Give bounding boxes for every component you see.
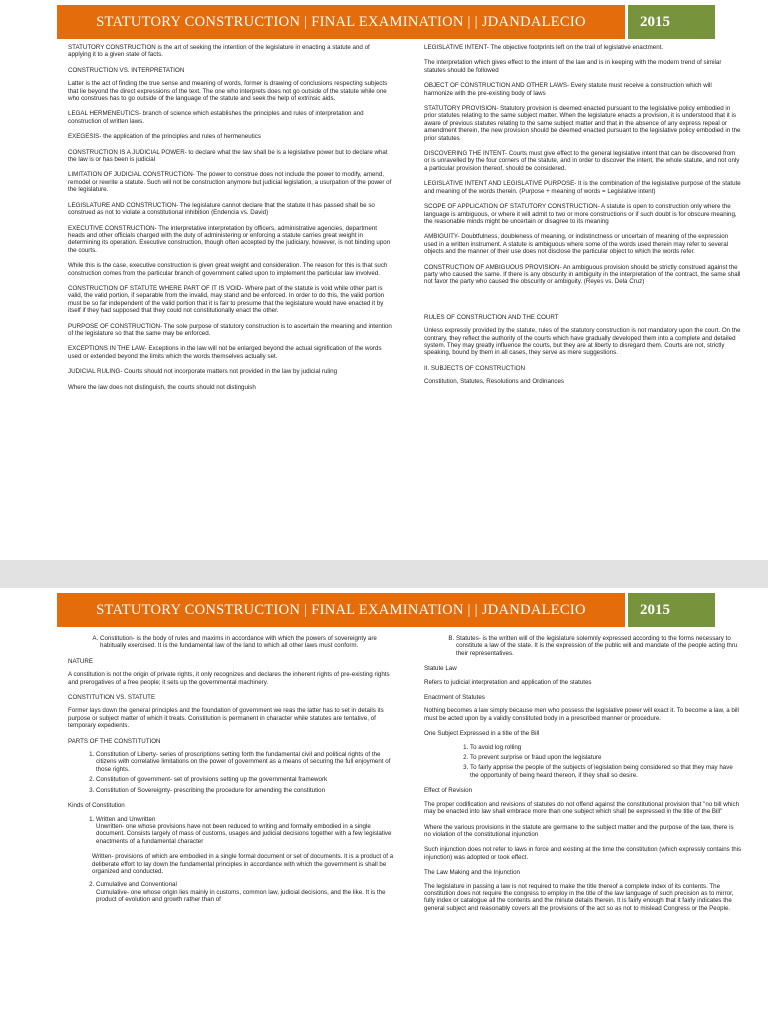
paragraph: EXECUTIVE CONSTRUCTION- The interpretative interpretation by officers, administrative agencies, department heads and other officials charged with the duty of administering or enforcing a statute carries great weight in determining its operation. Executive construction, though often accepted by the judiciary, however, is not binding upon the courts. — [68, 224, 391, 254]
section-heading: Statute Law — [424, 665, 457, 673]
list-item: B. Statutes- is the written will of the legislature solemnly expressed according to the forms necessary to constitute a law of the state. It is the expression of the public will and mandate of the people acting thru their representatives. — [456, 635, 742, 657]
paragraph: LIMITATION OF JUDICIAL CONSTRUCTION- The power to construe does not include the power to modify, amend, remodel or rewrite a statute. Such will not be construction anymore but judicial legislation, a usurpation of the power of the legislature. — [68, 171, 392, 194]
paragraph: SCOPE OF APPLICATION OF STATUTORY CONSTRUCTION- A statute is open to construction only where the language is ambiguous, or where it will admit to two or more constructions or if such doubt is for obscure meaning, the reasonable minds might be uncertain or disagree to its meaning — [424, 203, 737, 225]
section-heading: Enactment of Statutes — [424, 694, 485, 702]
paragraph: CONSTRUCTION IS A JUDICIAL POWER- to declare what the law shall be is a legislative power but to declare what the law is or has been is judicial — [68, 148, 388, 164]
section-heading: II. SUBJECTS OF CONSTRUCTION — [424, 364, 526, 372]
list-item-text: Cumulative- one whose origin lies mainly in customs, common law, judicial decisions, and the like. It is the product of evolution and growth rather than of — [96, 888, 386, 904]
subjects-list-continued — [424, 635, 742, 657]
section-heading: PARTS OF THE CONSTITUTION — [68, 737, 161, 745]
list-item: 2. Constitution of government- set of provisions setting up the governmental framework — [96, 776, 394, 783]
paragraph: Where the law does not distinguish, the courts should not distinguish — [68, 383, 256, 391]
paragraph: LEGISLATIVE INTENT- The objective footprints left on the trail of legislative enactment. — [424, 44, 664, 51]
paragraph: LEGISLATIVE INTENT AND LEGISLATIVE PURPOSE- It is the combination of the legislative purpose of the statute and meaning of the words therein. (Purpose + meaning of words = Legislative intent) — [424, 180, 741, 195]
paragraph: LEGISLATURE AND CONSTRUCTION- The legislature cannot declare that the statute it has passed shall be so construed as not to violate a constitutional inhibition (Endencia vs. David) — [68, 201, 375, 217]
left-column — [68, 44, 394, 399]
page-header — [57, 593, 715, 627]
left-column — [68, 635, 394, 912]
purpose-list — [424, 744, 742, 780]
header-title: STATUTORY CONSTRUCTION | FINAL EXAMINATION | | JDANDALECIO — [57, 5, 625, 39]
paragraph: Latter is the act of finding the true sense and meaning of words, former is drawing of conclusions respecting subjects that lie beyond the direct expressions of the text. The one who interprets does not go outside of the statute while one who construes has to go outside of the language of the statute and seek the help of extrinsic aids. — [68, 80, 388, 103]
paragraph: Former lays down the general principles and the foundation of government we reas the latter has to set in details its purpose or subject matter of which it treats. Constitution is permanent in character while statutes are tentative, of temporary expedients. — [68, 707, 384, 730]
list-item — [96, 881, 394, 903]
page-separator — [0, 560, 768, 588]
paragraph: Unless expressly provided by the statute, rules of the statutory construction is not mandatory upon the court. On the contrary, they reflect the authority of the courts which have gradually developed them into a complete and detailed system. They may greatly influence the courts, but they are at liberty to disregard them. Courts are not, strictly speaking, bound by them in all cases, they serve as mere suggestions. — [424, 327, 741, 357]
header-year: 2015 — [628, 593, 715, 627]
paragraph: Refers to judicial interpretation and application of the statutes — [424, 678, 592, 686]
list-item: 3. Constitution of Sovereignty- prescribing the procedure for amending the constitution — [96, 787, 394, 794]
paragraph: Written- provisions of which are embodied in a single formal document or set of documents. It is a product of a deliberate effort to lay down the fundamental principles in accordance with which the government is shall be organized and conducted. — [92, 853, 394, 875]
paragraph: DISCOVERING THE INTENT- Courts must give effect to the general legislative intent that can be discovered from or is unravelled by the four corners of the statute, and in order to discover the intent, the whole statute, and not only a particular provision thereof, should be considered. — [424, 150, 740, 172]
paragraph: While this is the case, executive construction is given great weight and consideration. The reason for this is that such construction comes from the particular branch of government called upon to implement the particular law involved. — [68, 262, 388, 277]
paragraph: EXEGESIS- the application of the principles and rules of hermeneutics — [68, 133, 261, 141]
paragraph: EXCEPTIONS IN THE LAW- Exceptions in the law will not be enlarged beyond the actual signification of the words used or extended beyond the limits which the words themselves actually set. — [68, 345, 382, 360]
right-column — [424, 44, 742, 394]
list-item: 2. To prevent surprise or fraud upon the legislature — [470, 754, 742, 761]
section-heading: Kinds of Constitution — [68, 802, 125, 810]
list-item-title: Written and Unwritten — [96, 815, 156, 823]
section-heading: RULES OF CONSTRUCTION AND THE COURT — [424, 313, 559, 321]
paragraph: Such injunction does not refer to laws in force and existing at the time the constitution (which expressly contains this injunction) was adopted or took effect. — [424, 846, 742, 861]
paragraph: The proper codification and revisions of statutes do not offend against the constitutional provision that "no bill which may be enacted into law shall embrace more than one subject which shall be expressed in the title of the Bill" — [424, 800, 740, 816]
header-year: 2015 — [628, 5, 715, 39]
list-item-title: Cumulative and Conventional — [96, 881, 177, 889]
paragraph: LEGAL HERMENEUTICS- branch of science which establishes the principles and rules of interpretation and construction of written laws. — [68, 110, 364, 125]
list-item: 1. To avoid log rolling — [470, 744, 742, 751]
paragraph: STATUTORY CONSTRUCTION is the art of seeking the intention of the legislature in enacting a statute and of applying it to a given state of facts. — [68, 44, 370, 59]
section-heading: One Subject Expressed in a title of the Bill — [424, 730, 540, 738]
parts-list — [68, 751, 394, 794]
list-item-text: Unwritten- one whose provisions have not been reduced to writing and formally embodied in a single document. Consists largely of mass of customs, usages and judicial decisions together with a few legislative enactments of a fundamental character — [96, 822, 392, 845]
list-item: A. Constitution- is the body of rules and maxims in accordance with which the powers of sovereignty are habitually exercised. It is the fundamental law of the land to which all other laws must conform. — [100, 635, 394, 650]
paragraph: CONSTRUCTION OF STATUTE WHERE PART OF IT IS VOID- Where part of the statute is void while other part is valid, the valid portion, if separable from the invalid, may stand and be enforced. In order to do this, the valid portion must be so far independent of the valid portion that it is fair to presume that the legislature would have enacted it by itself if they had supposed that they could not constitutionally enact the other. — [68, 284, 385, 315]
paragraph: STATUTORY PROVISION- Statutory provision is deemed enacted pursuant to the legislative policy embodied in prior statutes relating to the same subject matter. When the legislature enacts a provision, it is understood that it is aware of previous statutes relating to the same subject matter and that in the absence of any express repeal or amendment therein, the new provision should be deemed enacted pursuant to the legislative policy embodied in the prior statutes — [424, 105, 741, 142]
section-heading: NATURE — [68, 657, 93, 665]
section-heading: CONSTRUCTION VS. INTERPRETATION — [68, 66, 185, 74]
section-heading: The Law Making and the Injunction — [424, 869, 520, 877]
section-heading: CONSTITUTION VS. STATUTE — [68, 694, 156, 702]
paragraph: Where the various provisions in the statute are germane to the subject matter and the purpose of the law, there is no violation of the constitutional injunction — [424, 823, 734, 838]
paragraph: Nothing becomes a law simply because men who possess the legislative power will exact it. To become a law, a bill must be acted upon by a validly constituted body in a prescribed manner or procedure. — [424, 707, 739, 722]
paragraph: CONSTRUCTION OF AMBIGUOUS PROVISION- An ambiguous provision should be strictly construed against the party who caused the same. If there is any obscurity in ambiguity in the interpretation of the contract, the same shall not favor the party who caused the obscurity or ambiguity. (Reyes vs. Dela Cruz) — [424, 263, 741, 286]
paragraph: The legislature in passing a law is not required to make the title thereof a complete index of its contents. The constitution does not require the congress to employ in the title of the law language of such precision as to mirror, fully index or catalogue all the contents and the minute details therein. It is fairly enough that it fairly indicates the general subject and reasonably covers all the provisions of the act so as not to mislead Congress or the People. — [424, 882, 734, 912]
right-column — [424, 635, 742, 920]
paragraph: JUDICIAL RULING- Courts should not incorporate matters not provided in the law by judicial ruling — [68, 368, 338, 376]
document-page-2 — [0, 588, 768, 1024]
kinds-list-continued — [68, 881, 394, 903]
page-header — [57, 5, 715, 39]
header-title: STATUTORY CONSTRUCTION | FINAL EXAMINATION | | JDANDALECIO — [57, 593, 625, 627]
kinds-list — [68, 816, 394, 846]
list-item — [96, 816, 394, 846]
paragraph: PURPOSE OF CONSTRUCTION- The sole purpose of statutory construction is to ascertain the meaning and intention of the legislature so that the same may be enforced. — [68, 322, 392, 337]
list-item: 1. Constitution of Liberty- series of proscriptions setting forth the fundamental civil and political rights of the citizens with correlative limitations on the power of government as a means of securing the full enjoyment of those rights. — [96, 751, 394, 773]
paragraph: AMBIGUITY- Doubtfulness, doubleness of meaning, or indistinctness or uncertain of meaning of the expression used in a written instrument. A statute is ambiguous where some of the words used therein may refer to several objects and the manner of their use does not disclose the particular object to which the words refer. — [424, 233, 729, 256]
paragraph: The interpretation which gives effect to the intent of the law and is in keeping with the modern trend of similar statutes should be followed — [424, 59, 722, 74]
section-heading: Effect of Revision — [424, 787, 473, 795]
list-item: 3. To fairly apprise the people of the subjects of legislation being considered so that they may have the opportunity of being heard thereon, if they shall so desire. — [470, 764, 742, 779]
paragraph: OBJECT OF CONSTRUCTION AND OTHER LAWS- Every statute must receive a construction which will harmonize with the pre-existing body of laws — [424, 82, 712, 97]
paragraph: A constitution is not the origin of private rights, it only recognizes and declares the inherent rights of pre-existing rights and prerogatives of a free people; it sets up the governmental machinery. — [68, 671, 390, 686]
paragraph: Constitution, Statutes, Resolutions and Ordinances — [424, 378, 564, 386]
subjects-list — [68, 635, 394, 650]
